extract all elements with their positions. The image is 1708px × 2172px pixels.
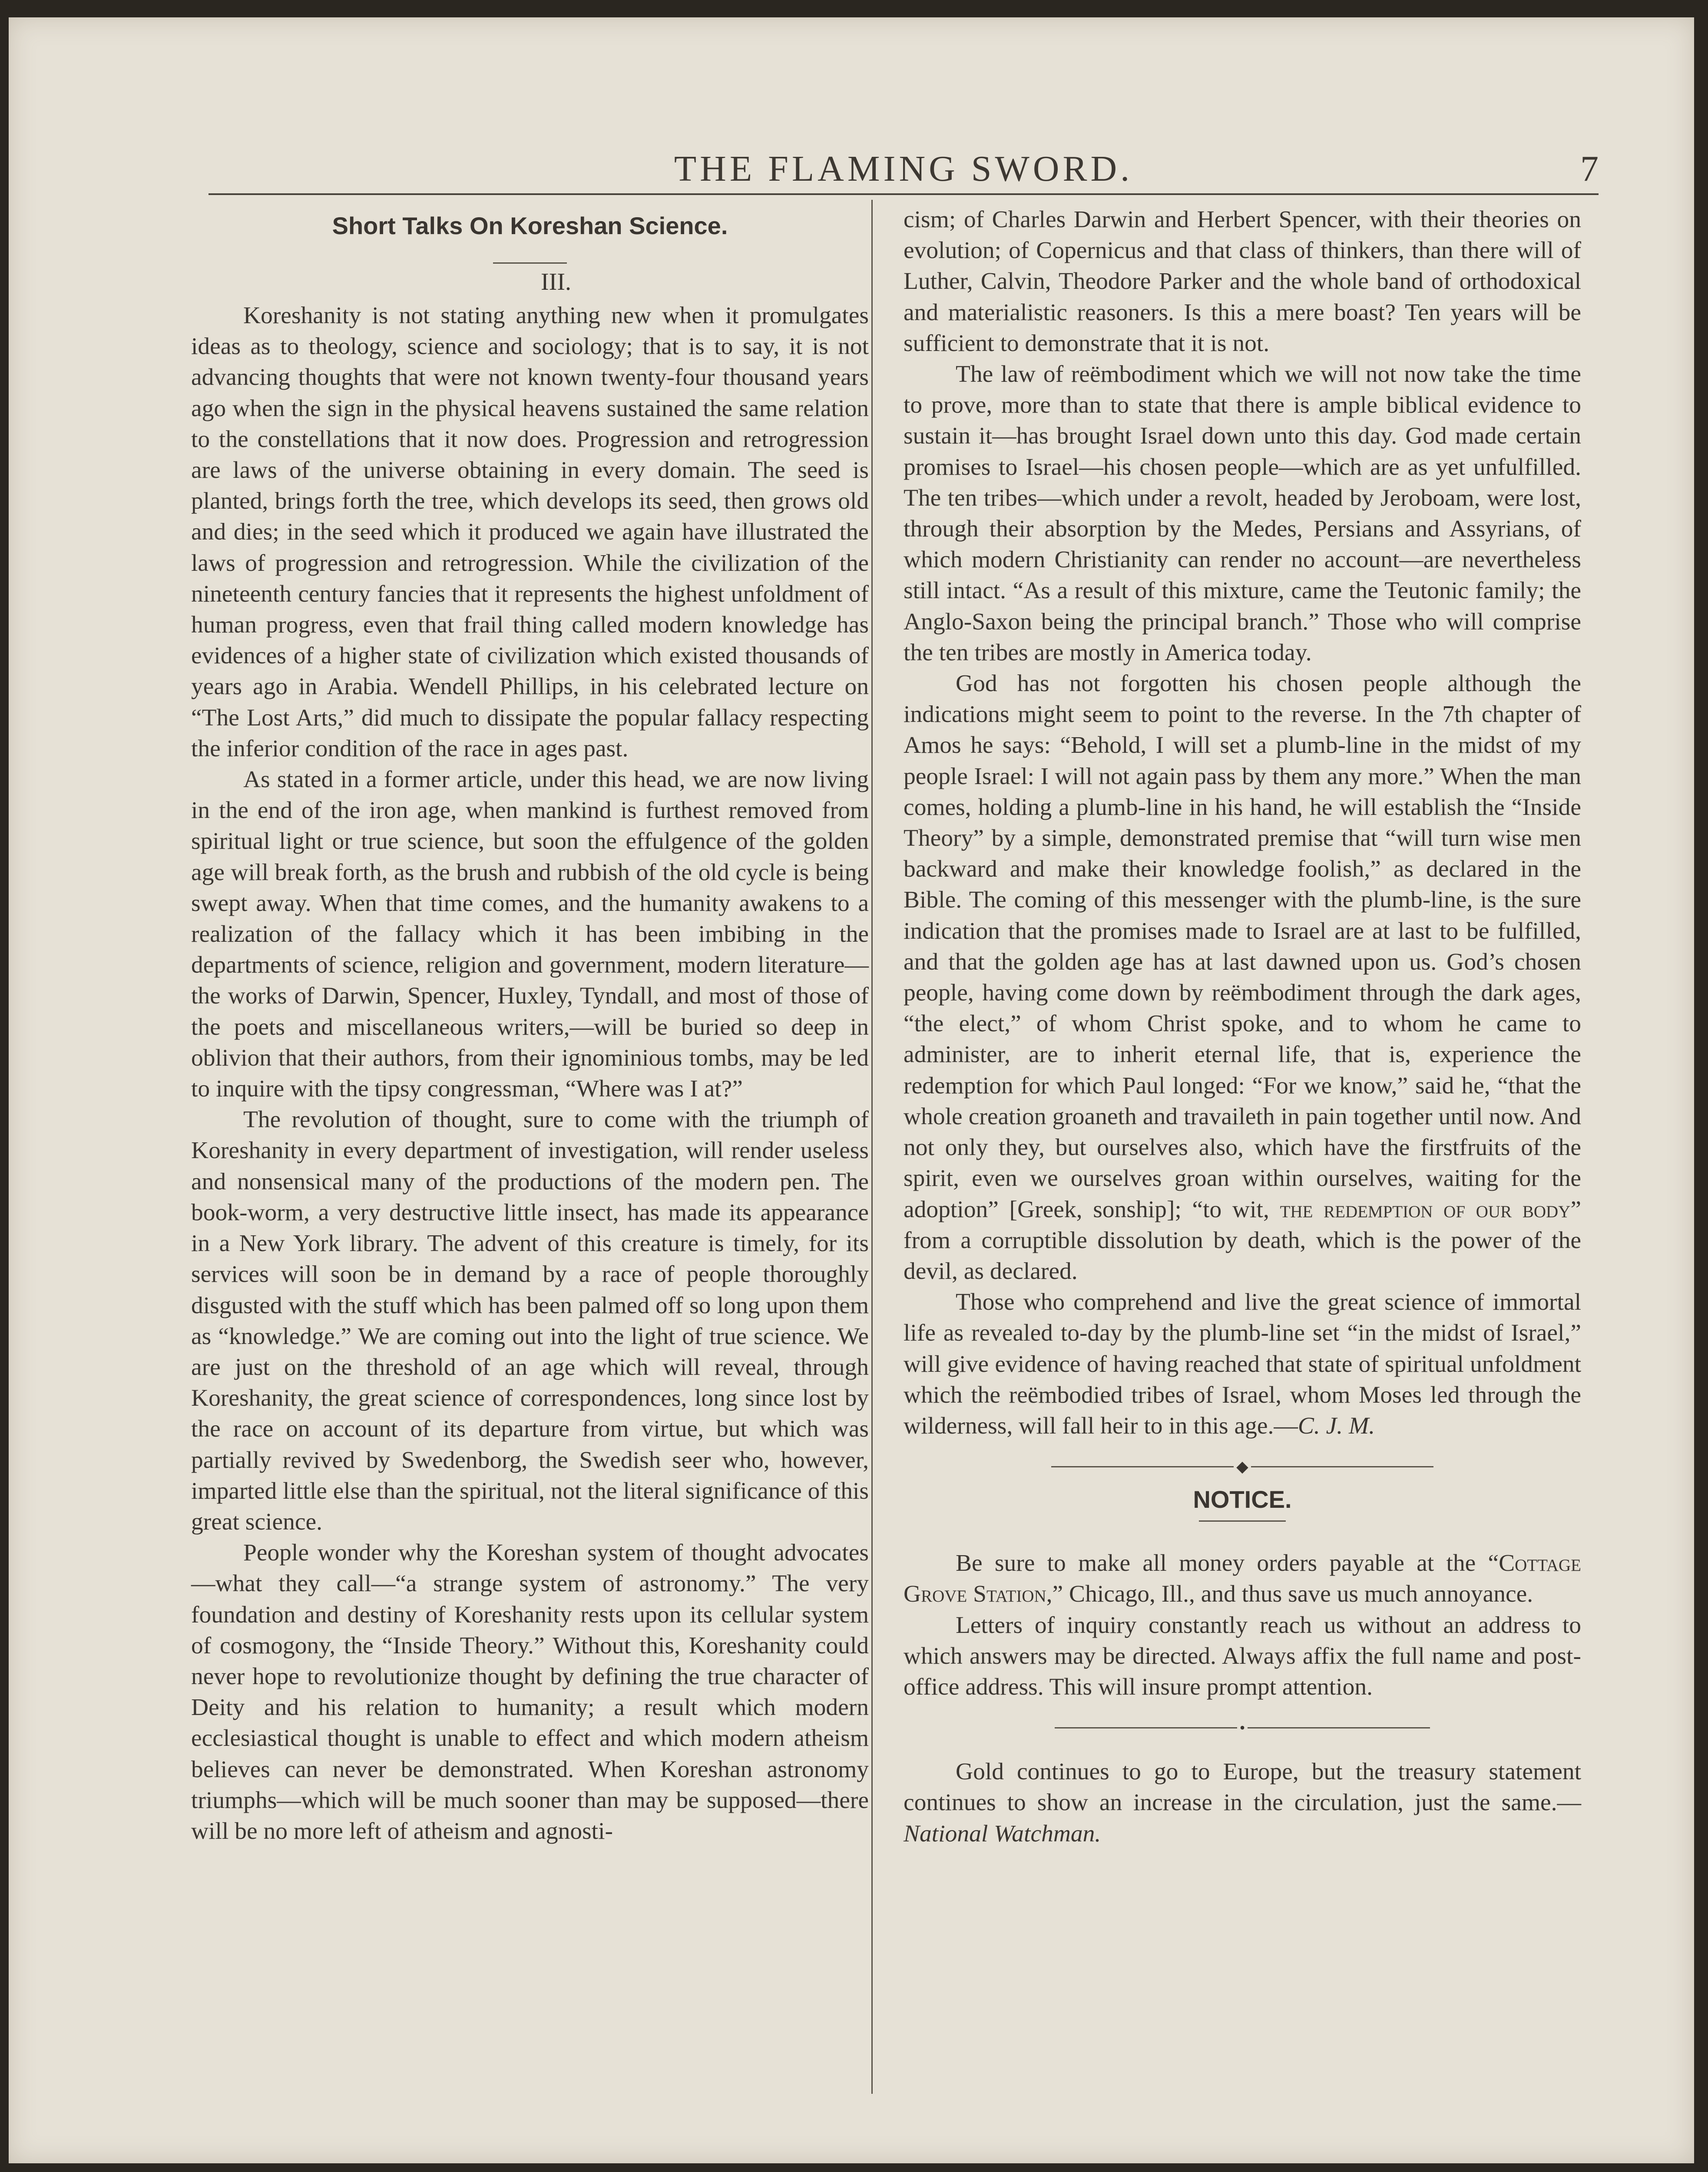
author-signature: C. J. M. xyxy=(1298,1412,1375,1439)
page-header xyxy=(209,148,1599,195)
small-caps-phrase: Cottage Grove Station xyxy=(904,1550,1581,1608)
article-paragraph: As stated in a former article, under this head, we are now living in the end of the iron age, when mankind is furthest removed from spiritual light or true science, but soon the effulgence of the golden age will break forth, as the brush and rubbish of the old cycle is being swept away. When that time comes, and the humanity awakens to a realization of the fallacy which it has been imbibing in the departments of science, religion and government, modern literature—the works of Darwin, Spencer, Huxley, Tyndall, and most of those of the poets and miscellaneous writers,—will be buried so deep in oblivion that their authors, from their ignominious tombs, may be led to inquire with the tipsy congressman, “Where was I at?” xyxy=(191,766,869,1103)
magazine-page xyxy=(9,17,1694,2163)
page-number: 7 xyxy=(1580,149,1599,189)
notice-heading: NOTICE. xyxy=(1193,1486,1292,1513)
article-paragraph: The law of reëmbodiment which we will not now take the time to prove, more than to state that there is ample biblical evidence to sustain it—has brought Israel down unto this day. God made certain promises to Israel—his chosen people—which are as yet unfulfilled. The ten tribes—which under a revolt, headed by Jeroboam, were lost, through their absorption by the Medes, Persians and Assyrians, of which modern Christianity can render no account—are nevertheless still intact. “As a result of this mixture, came the Teutonic family; the Anglo-Saxon being the principal branch.” Those who will comprise the ten tribes are mostly in America today. xyxy=(904,361,1581,666)
left-column xyxy=(191,204,869,1847)
right-column xyxy=(904,204,1581,1849)
article-paragraph: God has not forgotten his chosen people although the indications might seem to point to the reverse. In the 7th chapter of Amos he says: “Behold, I will set a plumb-line in the midst of my people Israel: I will not again pass by them any more.” When the man comes, holding a plumb-line in his hand, he will establish the “Inside Theory” by a simple, demonstrated premise that “will turn wise men backward and make their knowledge foolish,” as declared in the Bible. The coming of this messenger with the plumb-line, is the sure indication that the promises made to Israel are at last to be fulfilled, and that the golden age has at last dawned upon us. God’s chosen people, having come down by reëmbodiment through the dark ages, “the elect,” of whom Christ spoke, and to whom he came to administer, are to inherit eternal life, that is, experience the redemption for which Paul longed: “For we know,” said he, “that the whole creation groaneth and travaileth in pain together until now. And not only they, but ourselves also, which have the firstfruits of the spirit, even we ourselves groan within ourselves, waiting for the adoption” [Greek, sonship]; “to wit, the redemption of our body” from a corruptible dissolution by death, which is the power of the devil, as declared. xyxy=(904,670,1581,1285)
notice-paragraph: Letters of inquiry constantly reach us without an address to which answers may be directed. Always affix the full name and post-office address. This will insure prompt attention. xyxy=(904,1612,1581,1700)
section-ornament: • xyxy=(904,1710,1581,1726)
article-paragraph: People wonder why the Koreshan system of thought advocates—what they call—“a strange system of astronomy.” The very foundation and destiny of Koreshanity rests upon its cellular system of cosmogony, the “Inside Theory.” Without this, Koreshanity could never hope to revolutionize thought by defining the true character of Deity and his relation to humanity; a result which modern ecclesiastical thought is unable to effect and which modern atheism believes can never be demonstrated. When Koreshan astronomy triumphs—which will be much sooner than may be supposed—there will be no more left of atheism and agnosti- xyxy=(191,1540,869,1844)
section-ornament: ◆ xyxy=(904,1449,1581,1465)
running-title: THE FLAMING SWORD. xyxy=(674,149,1133,189)
article-paragraph: cism; of Charles Darwin and Herbert Spencer, with their theories on evolution; of Copernicus and that class of thinkers, than there will of Luther, Calvin, Theodore Parker and the whole band of orthodoxical and materialistic reasoners. Is this a mere boast? Ten years will be sufficient to demonstrate that it is not. xyxy=(904,206,1581,357)
small-caps-phrase: the redemption of our body xyxy=(1280,1196,1571,1223)
header-rule xyxy=(209,193,1599,195)
article-paragraph: The revolution of thought, sure to come with the triumph of Koreshanity in every department of investigation, will render useless and nonsensical many of the productions of the modern pen. The book-worm, a very destructive little insect, has made its appearance in a New York library. The advent of this creature is timely, for its services will soon be in demand by a race of people thoroughly disgusted with the stuff which has been palmed off so long upon them as “knowledge.” We are coming out into the light of true science. We are just on the threshold of an age which will reveal, through Koreshanity, the great science of correspondences, long since lost by the race on account of its departure from virtue, but which was partially revived by Swedenborg, the Swedish seer who, however, imparted little else than the spiritual, not the literal significance of this great science. xyxy=(191,1106,869,1535)
article-paragraph: Those who comprehend and live the great science of immortal life as revealed to-day by the plumb-line set “in the midst of Israel,” will give evidence of having reached that state of spiritual unfoldment which the reëmbodied tribes of Israel, whom Moses led through the wilderness, will fall heir to in this age.—C. J. M. xyxy=(904,1289,1581,1439)
source-citation: National Watchman. xyxy=(904,1820,1101,1847)
article-heading: Short Talks On Koreshan Science. xyxy=(332,212,728,239)
article-paragraph: Koreshanity is not stating anything new when it promulgates ideas as to theology, science and sociology; that is to say, it is not advancing thoughts that were not known twenty-four thousand years ago when the sign in the physical heavens sustained the same relation to the constellations that it now does. Progression and retrogression are laws of the universe obtaining in every domain. The seed is planted, brings forth the tree, which develops its seed, then grows old and dies; in the seed which it produced we again have illustrated the laws of progression and retrogression. While the civilization of the nineteenth century fancies that it represents the highest unfoldment of human progress, even that frail thing called modern knowledge has evidences of a higher state of civilization which existed thousands of years ago in Arabia. Wendell Phillips, in his celebrated lecture on “The Lost Arts,” did much to dissipate the popular fallacy respecting the inferior condition of the race in ages past. xyxy=(191,302,869,762)
notice-paragraph: Be sure to make all money orders payable at the “Cottage Grove Station,” Chicago, Ill., and thus save us much annoyance. xyxy=(904,1550,1581,1608)
notice-rule xyxy=(1199,1520,1286,1522)
notice-paragraph: Gold continues to go to Europe, but the treasury statement continues to show an increase in the circulation, just the same.—National Watchman. xyxy=(904,1758,1581,1847)
article-part-number: III. xyxy=(541,268,571,295)
column-divider xyxy=(871,200,873,2094)
